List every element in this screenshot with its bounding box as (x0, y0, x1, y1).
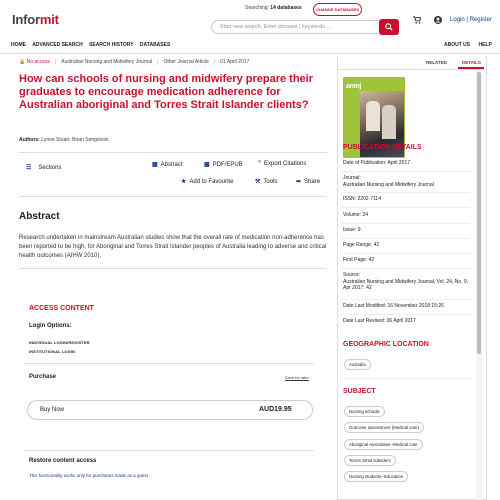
document-icon: ▦ (152, 162, 158, 168)
divider (341, 171, 470, 172)
nav-help[interactable]: HELP (478, 42, 492, 48)
buy-now-label: Buy Now (40, 407, 65, 413)
tools-label: Tools (263, 178, 278, 185)
sections-label: Sections (38, 164, 62, 171)
detail-value: April 2017 (387, 160, 410, 166)
detail-label: Page Range: (343, 242, 373, 248)
detail-date-last-revised (343, 318, 470, 325)
detail-label: First Page: (343, 257, 368, 263)
divider (341, 192, 470, 193)
abstract-label: Abstract (160, 161, 183, 168)
divider (337, 69, 487, 70)
searching-prefix: Searching: (245, 5, 269, 11)
tools-button[interactable] (255, 178, 277, 185)
logo-main: Infor (12, 12, 40, 27)
detail-value: 9 (357, 227, 361, 233)
pdf-epub-button[interactable] (204, 161, 243, 168)
export-label: Export Citations (264, 161, 307, 167)
detail-date-of-publication (343, 160, 470, 167)
wrench-icon: ⚒ (255, 179, 261, 185)
informit-logo[interactable] (12, 12, 59, 27)
divider (341, 207, 470, 208)
user-icon[interactable] (434, 16, 442, 26)
detail-issn (343, 196, 470, 203)
detail-value[interactable]: Australian Nursing and Midwifery Journal (343, 181, 434, 188)
share-button[interactable] (296, 178, 320, 185)
logo-accent: mit (39, 12, 59, 27)
subject-tag[interactable]: Aboriginal Australians--Medical care (344, 439, 423, 450)
detail-label: ISSN: (343, 196, 357, 202)
article-meta: 🔒 No access | Australian Nursing and Midwifery Journal | Other Journal Article | 01 April 2017 (19, 59, 250, 65)
divider (24, 363, 314, 364)
divider (19, 152, 327, 153)
detail-label: Date Last Modified: (343, 303, 387, 309)
detail-date-last-modified (343, 303, 470, 310)
tab-related[interactable]: RELATED (426, 60, 447, 65)
login-register-link[interactable]: Login | Register (450, 17, 492, 23)
detail-label: Issue: (343, 227, 357, 233)
sections-button[interactable] (26, 164, 61, 171)
article-type: Other Journal Article (163, 59, 209, 65)
abstract-text: Research undertaken in mainstream Australian studies show that the overall rate of medication non-adherence has been reported to be high, for Aboriginal and Torres Strait Islander peoples of Australia leading to adverse and critical health outcomes (AIHW 2010). (19, 235, 327, 259)
change-databases-button[interactable]: CHANGE DATABASES (313, 3, 362, 16)
searching-status (245, 5, 302, 11)
detail-volume (343, 212, 470, 219)
list-icon: ☰ (26, 165, 32, 171)
nav-databases[interactable]: DATABASES (139, 42, 171, 48)
cart-icon[interactable] (413, 16, 421, 26)
detail-label: Volume: (343, 212, 362, 218)
buy-now-option[interactable] (27, 400, 313, 420)
divider (341, 299, 470, 300)
add-to-favourite-button[interactable] (181, 178, 233, 185)
subject-title: SUBJECT (343, 388, 376, 395)
detail-issue (343, 227, 470, 234)
share-icon: ➦ (296, 179, 302, 185)
lock-icon: 🔒 (19, 59, 26, 65)
detail-value: 24 (362, 212, 369, 218)
institutional-login-link[interactable]: INSTITUTIONAL LOGIN (29, 349, 76, 354)
divider (341, 268, 470, 269)
share-label: Share (304, 178, 321, 185)
nav-advanced-search[interactable]: ADVANCED SEARCH (32, 42, 83, 48)
detail-source (343, 272, 470, 292)
cover-logo: anmj (346, 83, 362, 90)
restore-note: This functionality works only for purchases made as a guest (29, 473, 149, 478)
abstract-heading: Abstract (19, 211, 60, 222)
search-button[interactable] (379, 19, 399, 35)
detail-value: Australian Nursing and Midwifery Journal, Vol. 24, No. 9, Apr 2017: 42 (343, 278, 469, 291)
tab-details[interactable]: DETAILS (462, 60, 481, 65)
article-date: 01 April 2017 (220, 59, 250, 65)
detail-value: 2202-7114 (357, 196, 381, 202)
detail-label: Date of Publication: (343, 160, 387, 166)
divider (341, 238, 470, 239)
geo-tag-australia[interactable]: Australia (344, 359, 371, 370)
divider (24, 450, 314, 451)
divider (19, 196, 327, 197)
detail-page-range (343, 242, 470, 249)
detail-label: Date Last Revised: (343, 318, 386, 324)
login-options-label: Login Options: (29, 323, 72, 329)
subject-tag[interactable]: Outcome assessment (Medical care) (344, 422, 424, 433)
star-icon: ★ (181, 179, 187, 185)
search-icon (385, 23, 393, 31)
publication-details-title: PUBLICATION DETAILS (343, 144, 422, 151)
abstract-button[interactable] (152, 161, 183, 168)
divider (341, 378, 470, 379)
detail-first-page (343, 257, 470, 264)
divider (341, 223, 470, 224)
detail-journal (343, 175, 470, 188)
divider (341, 314, 470, 315)
subject-tag[interactable]: Nursing students--Education (344, 471, 408, 482)
authors-list[interactable]: Lynne Stuart; Brian Sengstock (41, 137, 109, 143)
detail-value: 42 (368, 257, 375, 263)
journal-link[interactable]: Australian Nursing and Midwifery Journal (61, 59, 153, 65)
quote-icon: ” (258, 161, 261, 167)
price: AUD19.95 (259, 406, 292, 413)
nav-home[interactable]: HOME (11, 42, 26, 48)
save-for-later-link[interactable]: Save for later (285, 375, 309, 380)
purchase-label: Purchase (29, 374, 57, 380)
pdf-icon: ▩ (204, 162, 210, 168)
detail-value: 42 (373, 242, 380, 248)
access-content-title: ACCESS CONTENT (29, 305, 94, 312)
access-status: No access (26, 59, 50, 65)
subject-tag[interactable]: Nursing schools (344, 406, 385, 417)
divider (19, 268, 327, 269)
individual-login-link[interactable]: INDIVIDUAL LOGIN/REGISTER (29, 340, 90, 345)
authors-label: Authors: (19, 137, 40, 143)
geographic-location-title: GEOGRAPHIC LOCATION (343, 341, 429, 348)
access-content-card (24, 295, 320, 500)
restore-access-label[interactable]: Restore content access (29, 458, 97, 464)
subject-tag[interactable]: Torres Strait Islanders (344, 455, 396, 466)
nav-search-history[interactable]: SEARCH HISTORY (89, 42, 134, 48)
main-nav (0, 38, 500, 54)
panel-scrollbar-thumb[interactable] (477, 72, 481, 354)
export-citations-button[interactable] (258, 161, 306, 167)
search-input[interactable]: Start new search. Enter phrases | keywords ... (211, 20, 378, 34)
favourite-label: Add to Favourite (189, 178, 234, 185)
authors (19, 137, 109, 143)
detail-value: 06 April 2017 (386, 318, 416, 324)
detail-value: 16 November 2018 15:26 (387, 303, 444, 309)
pdf-label: PDF/EPUB (212, 161, 243, 168)
divider (341, 253, 470, 254)
detail-label: Source: (343, 272, 361, 278)
detail-label: Journal: (343, 175, 361, 181)
article-title: How can schools of nursing and midwifery prepare their graduates to encourage medication adherence for Australian aboriginal and Torres Strait Islander clients? (19, 73, 313, 111)
searching-count[interactable]: 14 databases (270, 5, 302, 11)
nav-about-us[interactable]: ABOUT US (444, 42, 471, 48)
